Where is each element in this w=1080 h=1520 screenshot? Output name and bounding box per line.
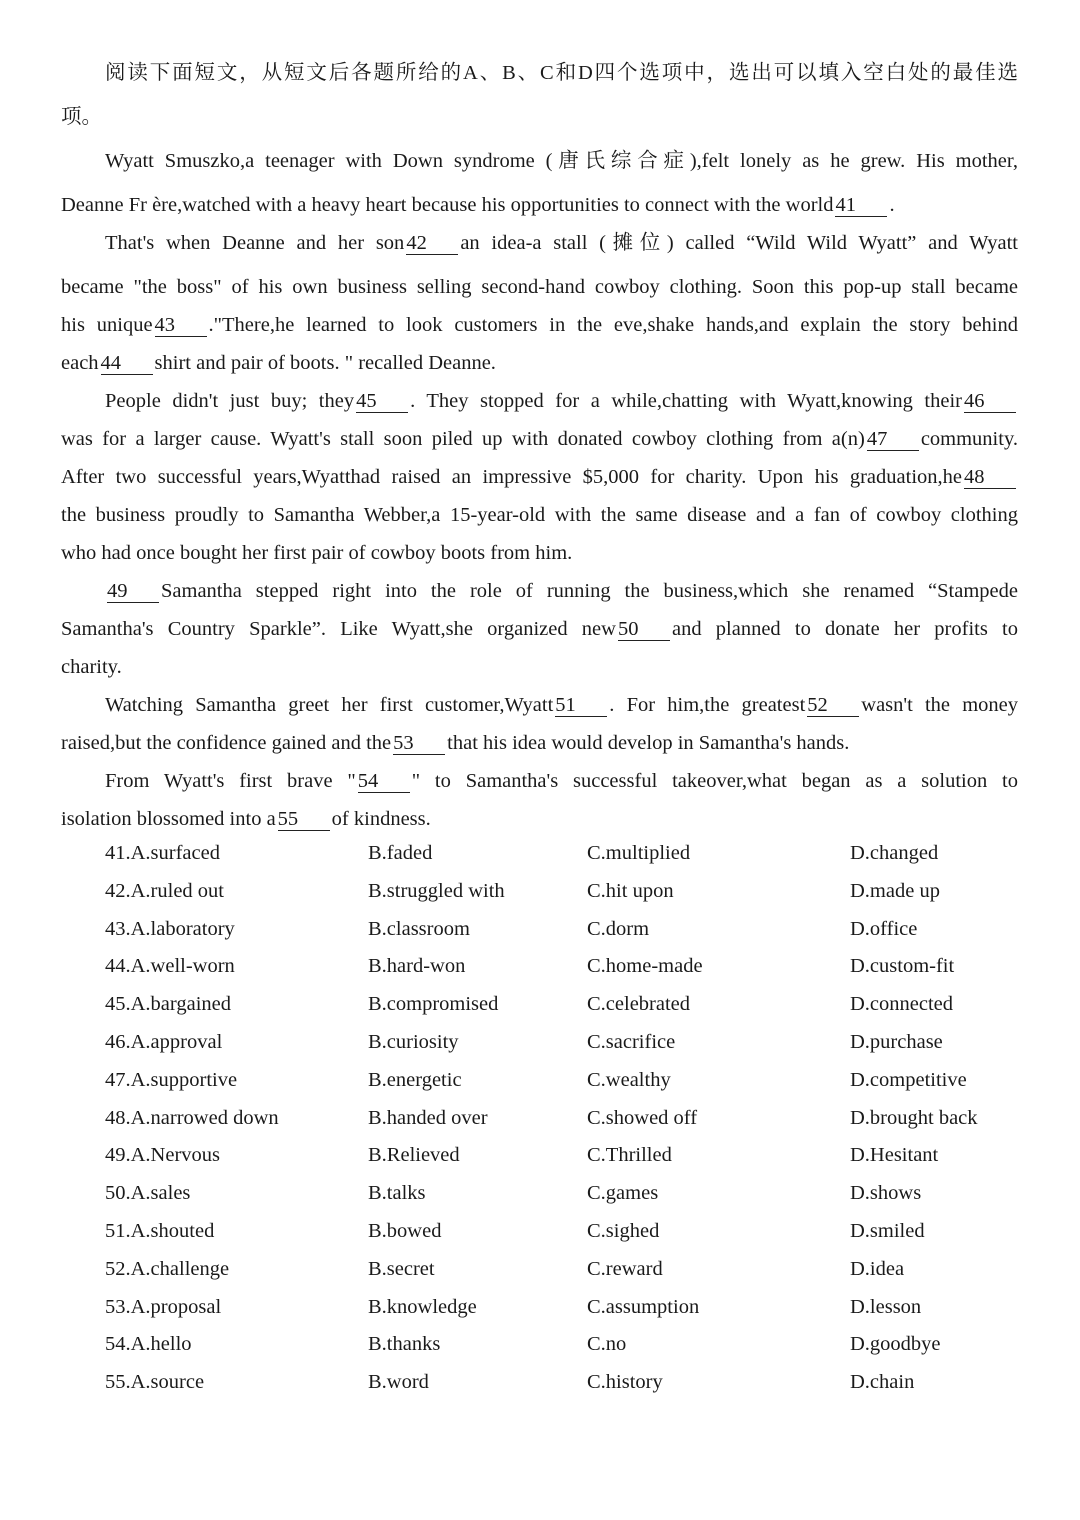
blank-43 — [153, 310, 209, 340]
text-segment: was for a larger cause. Wyatt's stall soon piled up with donated cowboy clothing from a(n) — [61, 428, 865, 450]
blank-number: 46 — [964, 390, 1016, 413]
text-segment: Wyatt Smuszko,a teenager with Down syndrome (唐氏综合症),felt lonely as he grew. His mother, — [105, 150, 1018, 172]
option-a: 51.A.shouted — [105, 1219, 215, 1242]
blank-number: 43 — [155, 314, 207, 337]
blank-number: 50 — [618, 618, 670, 641]
blank-52 — [805, 690, 861, 720]
blank-number: 52 — [807, 694, 859, 717]
option-c: C.home-made — [587, 955, 703, 978]
text-segment: charity. — [61, 656, 122, 678]
option-row — [105, 838, 1018, 876]
text-segment: After two successful years,Wyatthad raised an impressive $5,000 for charity. Upon his graduation,he — [61, 466, 962, 488]
option-d: D.brought back — [850, 1106, 978, 1129]
instructions-line — [61, 102, 1018, 140]
paragraph-line — [61, 462, 1018, 500]
option-row — [105, 1140, 1018, 1178]
option-row — [105, 1367, 1018, 1405]
option-b: B.talks — [368, 1182, 426, 1205]
text-segment: wasn't the money — [861, 694, 1018, 716]
blank-51 — [553, 690, 609, 720]
text-segment: . — [889, 194, 895, 216]
option-d: D.lesson — [850, 1295, 922, 1318]
option-a: 49.A.Nervous — [105, 1144, 221, 1167]
option-b: B.faded — [368, 842, 433, 864]
blank-number: 42 — [406, 232, 458, 255]
paragraph-line — [61, 190, 1018, 228]
paragraph-line — [61, 728, 1018, 766]
option-b: B.compromised — [368, 993, 499, 1016]
text-segment: the business proudly to Samantha Webber,a 15-year-old with the same disease and a fan of cowboy clothing — [61, 504, 1018, 526]
option-row — [105, 1103, 1018, 1141]
option-a: 47.A.supportive — [105, 1068, 238, 1091]
option-row — [105, 1027, 1018, 1065]
option-d: D.chain — [850, 1371, 915, 1394]
option-c: C.hit upon — [587, 879, 674, 902]
instructions-line — [61, 58, 1018, 96]
paragraph-line — [61, 146, 1018, 184]
option-a: 43.A.laboratory — [105, 917, 235, 940]
option-row — [105, 1254, 1018, 1292]
blank-number: 54 — [358, 770, 410, 793]
blank-53 — [391, 728, 447, 758]
text-segment: 项。 — [61, 106, 102, 128]
option-b: B.handed over — [368, 1106, 488, 1129]
text-segment: became "the boss" of his own business selling second-hand cowboy clothing. Soon this pop-up stall became — [61, 276, 1018, 298]
option-a: 45.A.bargained — [105, 993, 232, 1016]
blank-number: 44 — [101, 352, 153, 375]
blank-45 — [354, 386, 410, 416]
text-segment: Samantha's Country Sparkle”. Like Wyatt,she organized new — [61, 618, 616, 640]
paragraph-line — [61, 804, 1018, 842]
option-row — [105, 1178, 1018, 1216]
text-segment: each — [61, 352, 99, 374]
option-d: D.idea — [850, 1257, 905, 1280]
blank-number: 51 — [555, 694, 607, 717]
blank-46 — [962, 386, 1018, 416]
option-d: D.goodbye — [850, 1333, 941, 1356]
text-segment: his unique — [61, 314, 153, 336]
options-table — [105, 838, 1018, 1405]
option-a: 42.A.ruled out — [105, 879, 224, 902]
option-c: C.sighed — [587, 1219, 660, 1242]
option-b: B.classroom — [368, 917, 470, 940]
blank-number: 55 — [278, 808, 330, 831]
option-c: C.multiplied — [587, 842, 691, 864]
paragraph-line — [61, 310, 1018, 348]
option-d: D.smiled — [850, 1219, 925, 1242]
option-c: C.showed off — [587, 1106, 698, 1129]
blank-48 — [962, 462, 1018, 492]
option-row — [105, 1065, 1018, 1103]
passage — [61, 58, 1018, 842]
option-c: C.assumption — [587, 1295, 700, 1318]
paragraph-line — [61, 614, 1018, 652]
text-segment: Samantha stepped right into the role of running the business,which she renamed “Stampede — [161, 580, 1018, 602]
blank-number: 53 — [393, 732, 445, 755]
option-d: D.changed — [850, 842, 939, 864]
blank-42 — [404, 228, 460, 258]
text-segment: shirt and pair of boots. " recalled Deanne. — [154, 352, 496, 374]
text-segment: an idea-a stall (摊位) called “Wild Wild Wyatt” and Wyatt — [460, 232, 1018, 254]
option-c: C.games — [587, 1182, 659, 1205]
paragraph-line — [61, 652, 1018, 690]
option-c: C.wealthy — [587, 1068, 671, 1091]
blank-49 — [105, 576, 161, 606]
blank-number: 49 — [107, 580, 159, 603]
text-segment: ."There,he learned to look customers in the eve,shake hands,and explain the story behind — [208, 314, 1019, 336]
option-row — [105, 989, 1018, 1027]
paragraph-line — [61, 424, 1018, 462]
option-c: C.no — [587, 1333, 627, 1356]
option-b: B.struggled with — [368, 879, 505, 902]
paragraph-line — [61, 348, 1018, 386]
text-segment: that his idea would develop in Samantha's hands. — [447, 732, 850, 754]
blank-41 — [833, 190, 889, 220]
option-d: D.made up — [850, 879, 940, 902]
paragraph-line — [61, 538, 1018, 576]
option-row — [105, 1292, 1018, 1330]
text-segment: . For him,the greatest — [609, 694, 806, 716]
option-row — [105, 1329, 1018, 1367]
text-segment: isolation blossomed into a — [61, 808, 276, 830]
text-segment: raised,but the confidence gained and the — [61, 732, 392, 754]
option-row — [105, 914, 1018, 952]
text-segment: and planned to donate her profits to — [671, 618, 1018, 640]
option-b: B.hard-won — [368, 955, 466, 978]
text-segment: of kindness. — [331, 808, 431, 830]
option-b: B.Relieved — [368, 1144, 460, 1167]
blank-55 — [276, 804, 332, 834]
paragraph-line — [61, 690, 1018, 728]
text-segment: " to Samantha's successful takeover,what began as a solution to — [411, 770, 1018, 792]
option-d: D.shows — [850, 1182, 922, 1205]
paragraph-line — [61, 576, 1018, 614]
text-segment: . They stopped for a while,chatting with Wyatt,knowing their — [410, 390, 962, 412]
option-d: D.connected — [850, 993, 954, 1016]
option-b: B.word — [368, 1371, 429, 1394]
blank-number: 41 — [835, 194, 887, 217]
option-c: C.Thrilled — [587, 1144, 672, 1167]
option-c: C.history — [587, 1371, 663, 1394]
option-a: 54.A.hello — [105, 1333, 192, 1356]
blank-44 — [99, 348, 155, 378]
option-b: B.secret — [368, 1257, 435, 1280]
option-a: 44.A.well-worn — [105, 955, 235, 978]
text-segment: who had once bought her first pair of cowboy boots from him. — [61, 542, 573, 564]
option-b: B.thanks — [368, 1333, 441, 1356]
blank-number: 45 — [356, 390, 408, 413]
text-segment: 阅读下面短文，从短文后各题所给的A、B、C和D四个选项中，选出可以填入空白处的最佳选 — [105, 62, 1018, 84]
blank-50 — [616, 614, 672, 644]
option-a: 46.A.approval — [105, 1030, 223, 1053]
option-d: D.Hesitant — [850, 1144, 939, 1167]
option-c: C.dorm — [587, 917, 650, 940]
option-c: C.sacrifice — [587, 1030, 676, 1053]
paragraph-line — [61, 386, 1018, 424]
option-b: B.bowed — [368, 1219, 442, 1242]
option-b: B.energetic — [368, 1068, 462, 1091]
paragraph-line — [61, 766, 1018, 804]
option-row — [105, 951, 1018, 989]
text-segment: Watching Samantha greet her first customer,Wyatt — [105, 694, 554, 716]
option-a: 52.A.challenge — [105, 1257, 230, 1280]
paragraph-line — [61, 500, 1018, 538]
text-segment: community. — [920, 428, 1018, 450]
option-a: 55.A.source — [105, 1371, 205, 1394]
text-segment: From Wyatt's first brave " — [105, 770, 356, 792]
option-d: D.office — [850, 917, 918, 940]
option-a: 41.A.surfaced — [105, 842, 220, 864]
option-row — [105, 876, 1018, 914]
text-segment: People didn't just buy; they — [105, 390, 355, 412]
blank-number: 47 — [867, 428, 919, 451]
blank-54 — [356, 766, 412, 796]
option-b: B.curiosity — [368, 1030, 459, 1053]
option-b: B.knowledge — [368, 1295, 477, 1318]
text-segment: Deanne Fr ère,watched with a heavy heart because his opportunities to connect with the world — [61, 194, 834, 216]
option-d: D.custom-fit — [850, 955, 955, 978]
option-a: 48.A.narrowed down — [105, 1106, 279, 1129]
option-d: D.competitive — [850, 1068, 967, 1091]
paragraph-line — [61, 228, 1018, 266]
option-row — [105, 1216, 1018, 1254]
text-segment: That's when Deanne and her son — [105, 232, 405, 254]
option-d: D.purchase — [850, 1030, 943, 1053]
paragraph-line — [61, 272, 1018, 310]
option-c: C.celebrated — [587, 993, 691, 1016]
option-a: 53.A.proposal — [105, 1295, 222, 1318]
blank-number: 48 — [964, 466, 1016, 489]
option-c: C.reward — [587, 1257, 663, 1280]
blank-47 — [865, 424, 921, 454]
option-a: 50.A.sales — [105, 1182, 191, 1205]
